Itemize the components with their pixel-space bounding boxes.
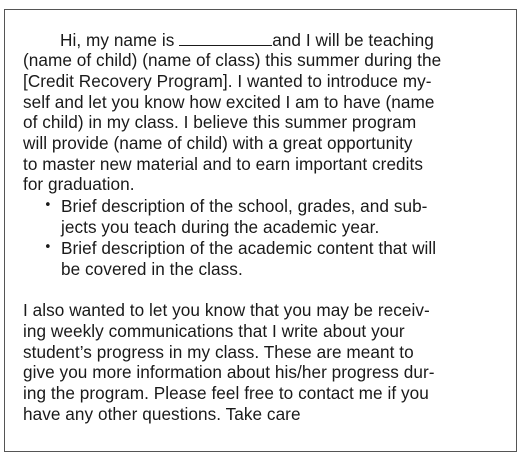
bullet-2-line-2: be covered in the class. [61, 259, 243, 279]
bullet-1-line-1: Brief description of the school, grades, and sub- [61, 196, 428, 216]
bullet-2-line-1: Brief description of the academic content that will [61, 238, 437, 258]
paragraph1-line-8: for graduation. [23, 174, 135, 194]
paragraph2-line-4: give you more information about his/her progress dur- [23, 362, 435, 382]
greeting-continuation: and I will be teaching [272, 30, 434, 50]
paragraph2-line-6: have any other questions. Take care [23, 404, 301, 424]
bullet-2-symbol: • [44, 240, 52, 255]
paragraph2-line-2: ing weekly communications that I write about your [23, 321, 405, 341]
paragraph1-line-1 [60, 30, 434, 50]
bullet-1-line-2: jects you teach during the academic year. [61, 217, 380, 237]
name-blank [179, 31, 272, 46]
paragraph2-line-1: I also wanted to let you know that you may be receiv- [23, 300, 430, 320]
paragraph1-line-5: of child) in my class. I believe this summer program [23, 112, 417, 132]
paragraph1-line-4: self and let you know how excited I am to have (name [23, 92, 435, 112]
paragraph2-line-5: ing the program. Please feel free to contact me if you [23, 383, 429, 403]
paragraph1-line-2: (name of child) (name of class) this summer during the [23, 50, 442, 70]
paragraph1-line-6: will provide (name of child) with a great opportunity [23, 133, 413, 153]
bullet-1-symbol: • [44, 198, 52, 213]
paragraph1-line-3: [Credit Recovery Program]. I wanted to introduce my- [23, 71, 432, 91]
paragraph2-line-3: student’s progress in my class. These are meant to [23, 342, 414, 362]
greeting-text: Hi, my name is [60, 30, 180, 50]
paragraph1-line-7: to master new material and to earn important credits [23, 154, 424, 174]
